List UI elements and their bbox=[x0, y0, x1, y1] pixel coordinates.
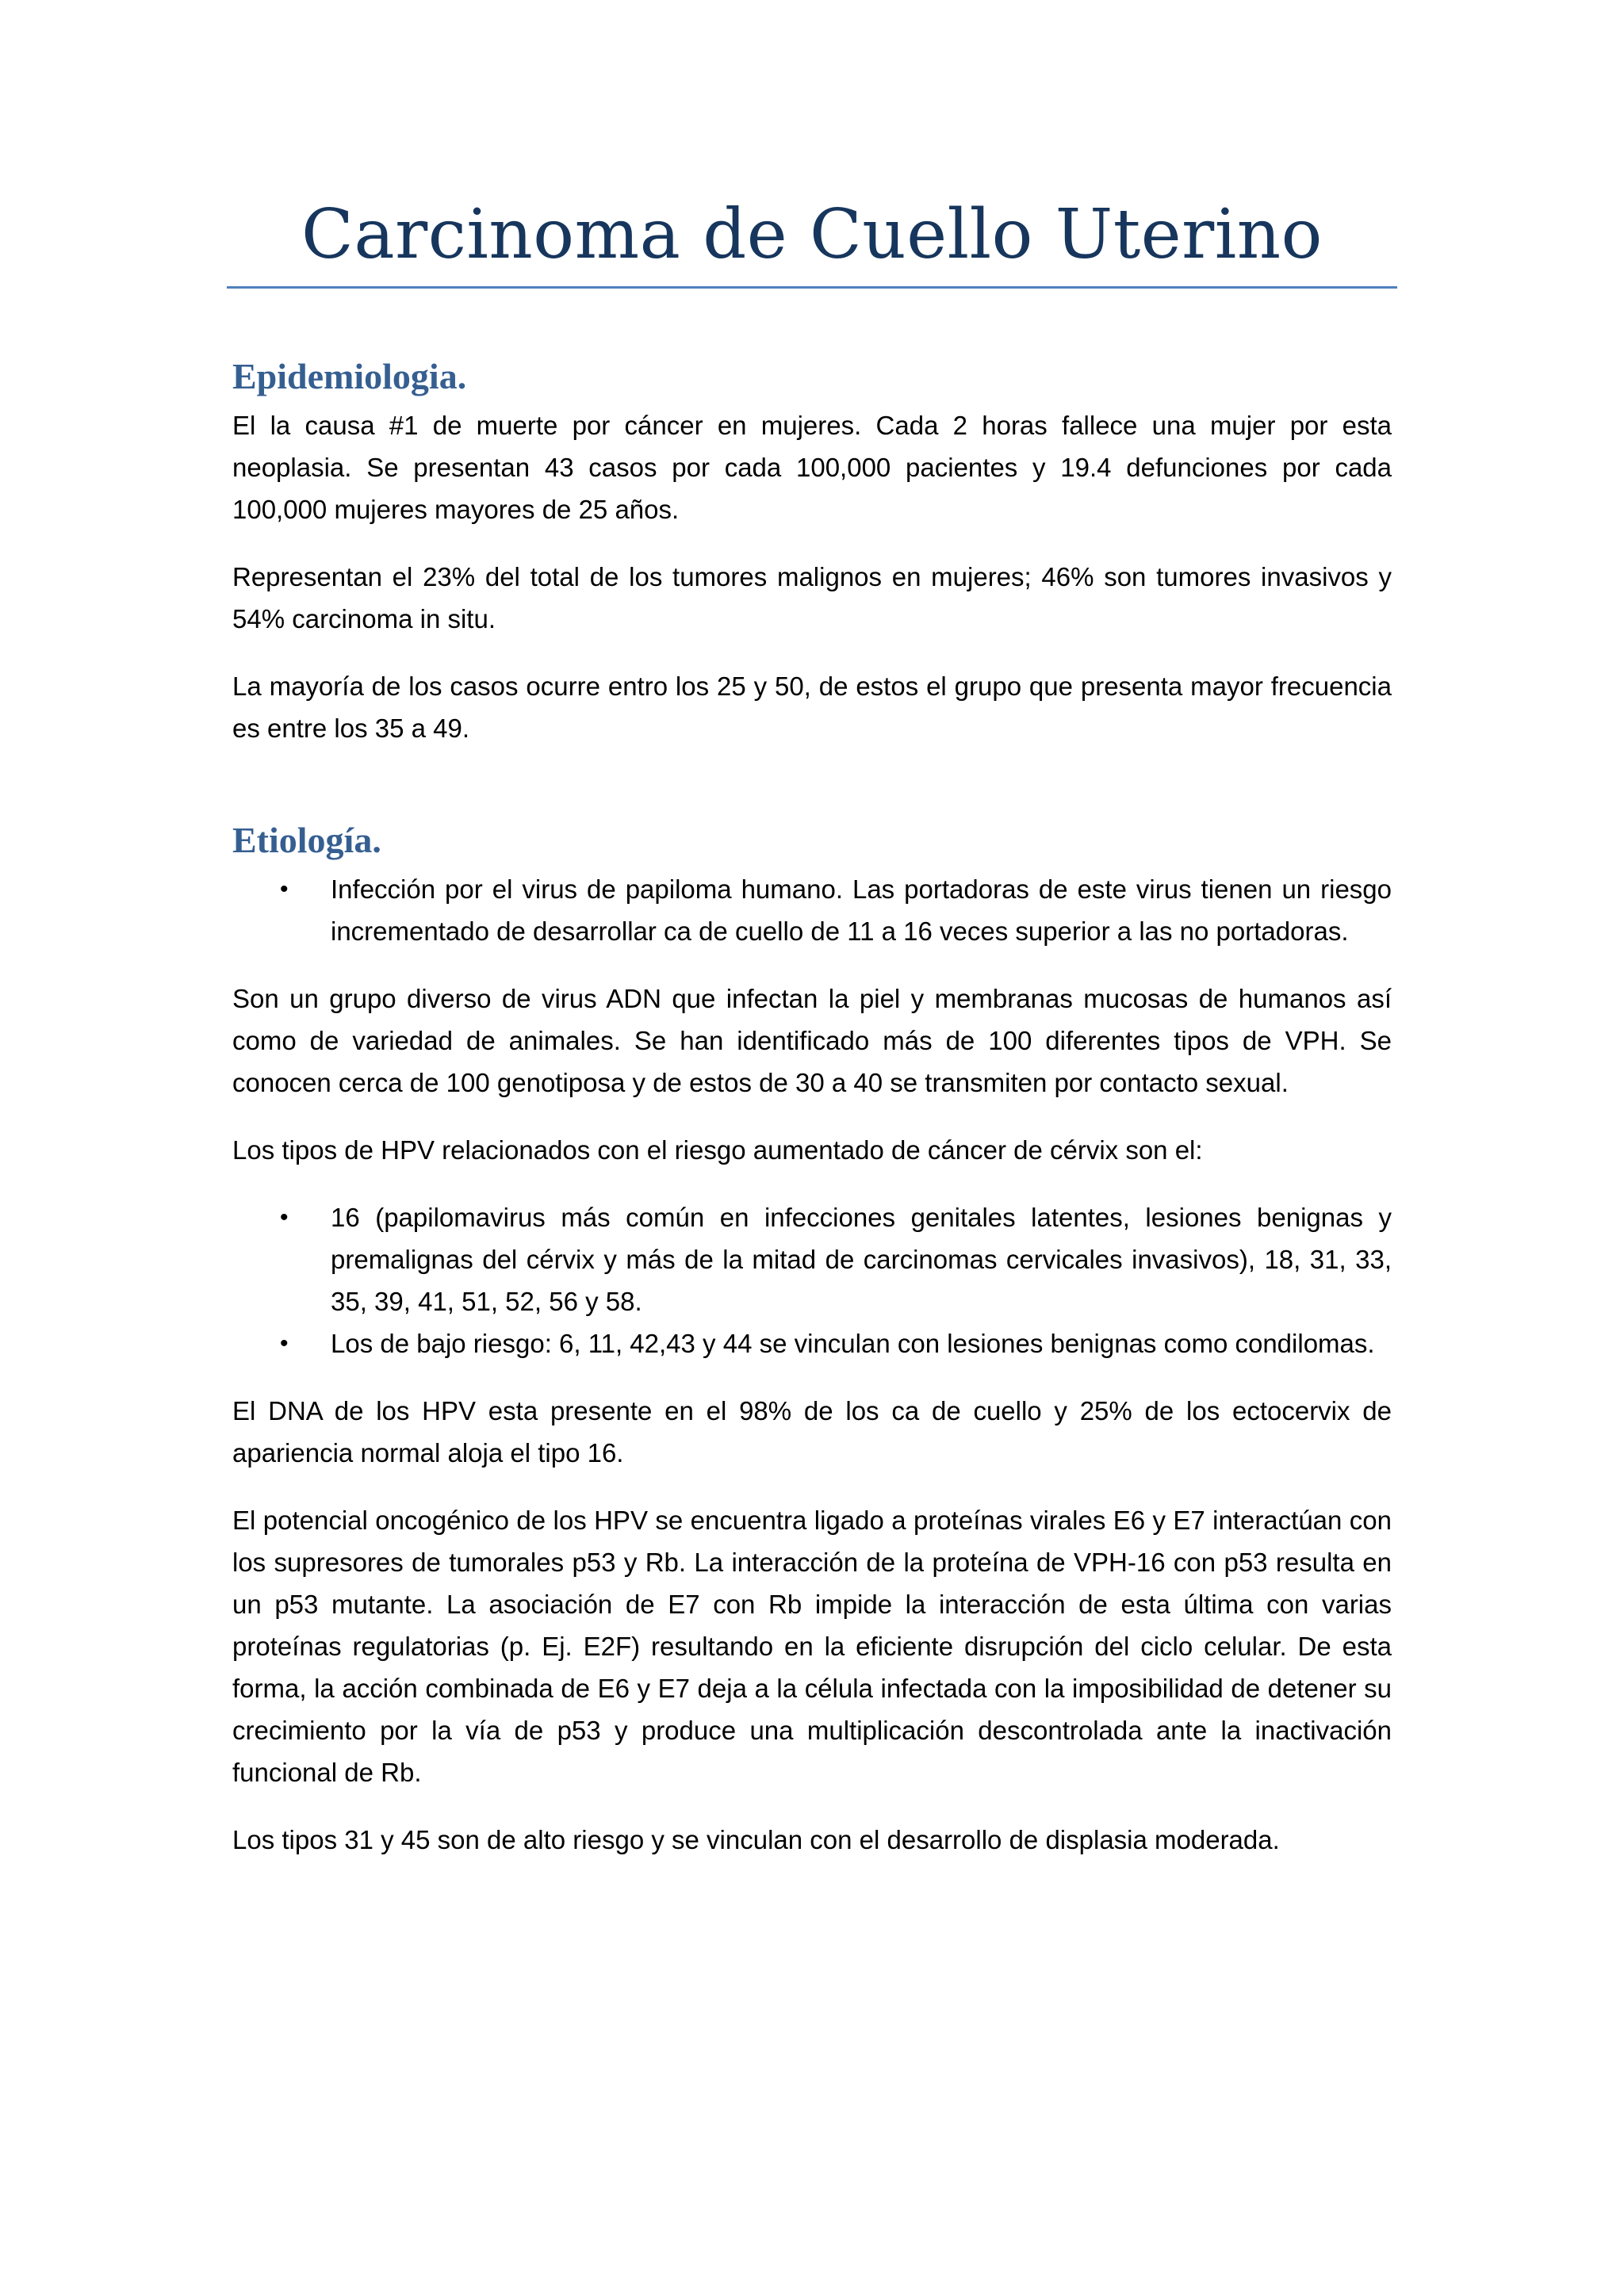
list-item bbox=[232, 1322, 1392, 1364]
paragraph: El potencial oncogénico de los HPV se encuentra ligado a proteínas virales E6 y E7 interactúan con los supresores de tumorales p53 y Rb. La interacción de la proteína de VPH-16 con p53 resulta en un p53 mutante. La asociación de E7 con Rb impide la interacción de esta última con varias proteínas regulatorias (p. Ej. E2F) resultando en la eficiente disrupción del ciclo celular. De esta forma, la acción combinada de E6 y E7 deja a la célula infectada con la imposibilidad de detener su crecimiento por la vía de p53 y produce una multiplicación descontrolada ante la inactivación funcional de Rb. bbox=[232, 1506, 1392, 1787]
paragraph: La mayoría de los casos ocurre entro los 25 y 50, de estos el grupo que presenta mayor frecuencia es entre los 35 a 49. bbox=[232, 672, 1392, 743]
bullet-list bbox=[232, 868, 1392, 952]
paragraph: El la causa #1 de muerte por cáncer en mujeres. Cada 2 horas fallece una mujer por esta neoplasia. Se presentan 43 casos por cada 100,000 pacientes y 19.4 defunciones por cada 100,000 mujeres mayores de 25 años. bbox=[232, 411, 1392, 524]
title-underline bbox=[227, 286, 1397, 289]
list-item-text: Los de bajo riesgo: 6, 11, 42,43 y 44 se vinculan con lesiones benignas como condilomas. bbox=[331, 1329, 1375, 1358]
bullet-icon: • bbox=[280, 1204, 289, 1230]
bullet-icon: • bbox=[280, 1330, 289, 1357]
paragraph: Representan el 23% del total de los tumores malignos en mujeres; 46% son tumores invasivos y 54% carcinoma in situ. bbox=[232, 562, 1392, 633]
bullet-icon: • bbox=[280, 876, 289, 902]
paragraph: Los tipos 31 y 45 son de alto riesgo y se vinculan con el desarrollo de displasia moderada. bbox=[232, 1825, 1280, 1854]
paragraph: Los tipos de HPV relacionados con el riesgo aumentado de cáncer de cérvix son el: bbox=[232, 1135, 1203, 1165]
list-item bbox=[232, 868, 1392, 952]
heading-epidemiologia: Epidemiologia. bbox=[232, 356, 467, 396]
heading-etiologia: Etiología. bbox=[232, 820, 381, 860]
list-item bbox=[232, 1196, 1392, 1322]
paragraph: El DNA de los HPV esta presente en el 98% de los ca de cuello y 25% de los ectocervix de apariencia normal aloja el tipo 16. bbox=[232, 1396, 1392, 1468]
document-body bbox=[232, 349, 1392, 1886]
bullet-list bbox=[232, 1196, 1392, 1364]
list-item-text: 16 (papilomavirus más común en infecciones genitales latentes, lesiones benignas y premalignas del cérvix y más de la mitad de carcinomas cervicales invasivos), 18, 31, 33, 35, 39, 41, 51, 52, 56 y 58. bbox=[331, 1203, 1392, 1316]
list-item-text: Infección por el virus de papiloma humano. Las portadoras de este virus tienen un riesgo incrementado de desarrollar ca de cuello de 11 a 16 veces superior a las no portadoras. bbox=[331, 874, 1392, 946]
document-title: Carcinoma de Cuello Uterino bbox=[301, 195, 1323, 274]
paragraph: Son un grupo diverso de virus ADN que infectan la piel y membranas mucosas de humanos así como de variedad de animales. Se han identificado más de 100 diferentes tipos de VPH. Se conocen cerca de 100 genotiposa y de estos de 30 a 40 se transmiten por contacto sexual. bbox=[232, 984, 1392, 1097]
